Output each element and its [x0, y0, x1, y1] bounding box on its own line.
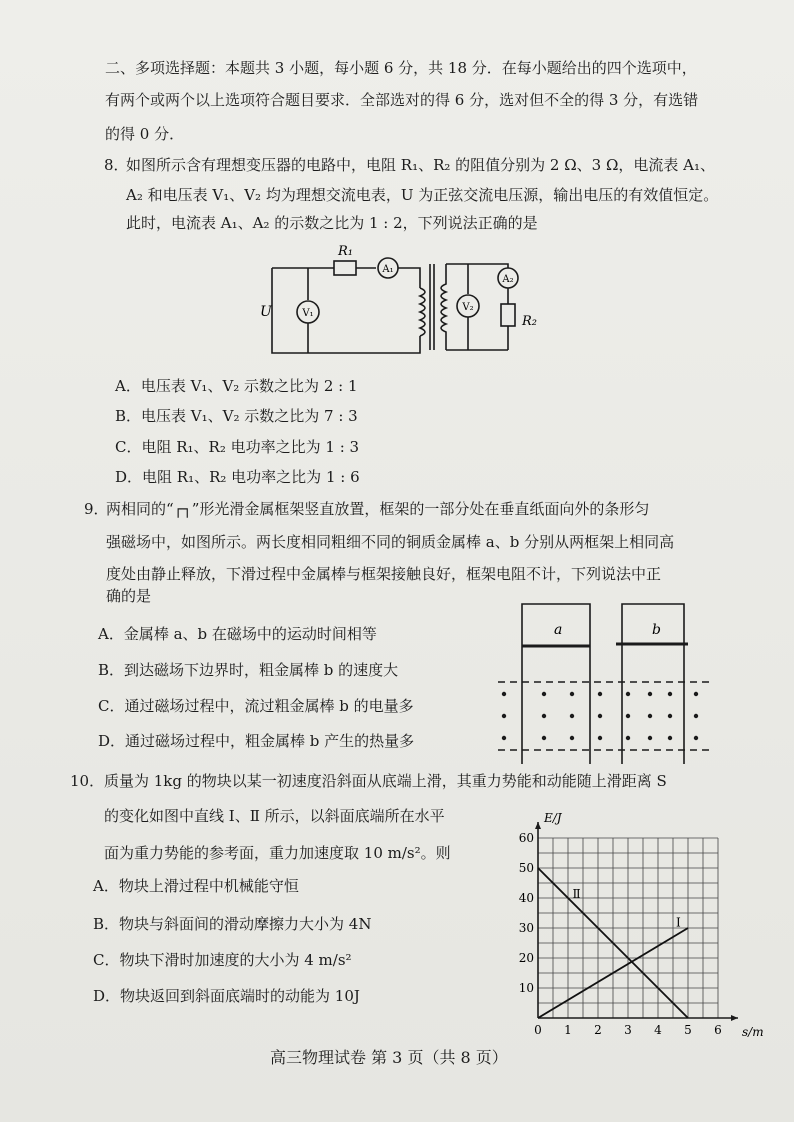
rod-label-a: a: [554, 622, 563, 638]
q9-stem-line1: 两相同的“┌┐”形光滑金属框架竖直放置，框架的一部分处在垂直纸面向外的条形匀: [106, 500, 650, 518]
q8-stem-line3: 此时，电流表 A₁、A₂ 的示数之比为 1 : 2，下列说法正确的是: [126, 214, 538, 232]
q9-stem-line3: 度处由静止释放，下滑过程中金属棒与框架接触良好，框架电阻不计，下列说法中正: [106, 565, 662, 583]
q10-stem-line2: 的变化如图中直线 Ⅰ、Ⅱ 所示，以斜面底端所在水平: [104, 807, 445, 825]
q9-frames-diagram: [492, 598, 720, 768]
q8-circuit-diagram: [260, 238, 560, 363]
section-header-line1: 二、多项选择题：本题共 3 小题，每小题 6 分，共 18 分．在每小题给出的四个选项中，: [105, 59, 697, 77]
q10-option-d: D．物块返回到斜面底端时的动能为 10J: [93, 987, 360, 1005]
q8-option-d: D．电阻 R₁、R₂ 电功率之比为 1 : 6: [115, 468, 360, 486]
q9-stem-line2: 强磁场中，如图所示。两长度相同粗细不同的铜质金属棒 a、b 分别从两框架上相同高: [106, 533, 675, 551]
q9-number: 9．: [84, 500, 109, 518]
x-tick-label: 5: [684, 1023, 692, 1037]
q10-option-c: C．物块下滑时加速度的大小为 4 m/s²: [93, 951, 352, 969]
circuit-label-r1: R₁: [338, 244, 353, 259]
q8-number: 8．: [104, 156, 129, 174]
y-tick-label: 10: [518, 981, 534, 995]
circuit-label-u: U: [260, 304, 272, 320]
magnetic-field-dots: [502, 692, 698, 740]
circuit-label-a1: A₁: [382, 264, 394, 275]
y-tick-label: 50: [518, 861, 534, 875]
chart-y-axis-label: E/J: [544, 811, 562, 825]
q8-stem-line1: 如图所示含有理想变压器的电路中，电阻 R₁、R₂ 的阻值分别为 2 Ω、3 Ω，电流表 A₁、: [126, 156, 716, 174]
q9-option-c: C．通过磁场过程中，流过粗金属棒 b 的电量多: [98, 697, 414, 715]
q9-stem-line4: 确的是: [106, 587, 152, 605]
rod-label-b: b: [652, 622, 661, 638]
x-tick-label: 0: [534, 1023, 542, 1037]
q10-option-a: A．物块上滑过程中机械能守恒: [93, 877, 299, 895]
series-label-1: Ⅱ: [572, 887, 581, 901]
series-label-2: Ⅰ: [676, 915, 681, 930]
chart-axes: [535, 822, 738, 1021]
x-tick-label: 4: [654, 1023, 662, 1037]
y-axis-arrow: [535, 822, 541, 829]
q8-option-c: C．电阻 R₁、R₂ 电功率之比为 1 : 3: [115, 438, 360, 456]
q10-stem-line3: 面为重力势能的参考面，重力加速度取 10 m/s²。则: [104, 844, 451, 862]
chart-x-axis-label: s/m: [742, 1025, 764, 1039]
section-header-line3: 的得 0 分．: [105, 125, 185, 143]
q10-stem-line1: 质量为 1kg 的物块以某一初速度沿斜面从底端上滑，其重力势能和动能随上滑距离 S: [104, 772, 667, 790]
q10-option-b: B．物块与斜面间的滑动摩擦力大小为 4N: [93, 915, 372, 933]
y-tick-label: 30: [518, 921, 534, 935]
chart-ticks: [519, 831, 722, 1037]
y-tick-label: 60: [518, 831, 534, 845]
x-tick-label: 2: [594, 1023, 602, 1037]
circuit-label-a2: A₂: [502, 274, 514, 285]
x-tick-label: 3: [624, 1023, 632, 1037]
circuit-label-v2: V₂: [462, 302, 474, 313]
q9-option-d: D．通过磁场过程中，粗金属棒 b 产生的热量多: [98, 732, 415, 750]
x-axis-arrow: [731, 1015, 738, 1021]
q8-option-b: B．电压表 V₁、V₂ 示数之比为 7 : 3: [115, 407, 358, 425]
x-tick-label: 1: [564, 1023, 572, 1037]
page-footer: 高三物理试卷 第 3 页（共 8 页）: [270, 1048, 508, 1067]
x-tick-label: 6: [714, 1023, 722, 1037]
q9-option-b: B．到达磁场下边界时，粗金属棒 b 的速度大: [98, 661, 399, 679]
y-tick-label: 40: [518, 891, 534, 905]
y-tick-label: 20: [518, 951, 534, 965]
circuit-label-v1: V₁: [302, 308, 314, 319]
section-header-line2: 有两个或两个以上选项符合题目要求．全部选对的得 6 分，选对但不全的得 3 分，有选错: [105, 91, 699, 109]
circuit-label-r2: R₂: [522, 314, 537, 329]
energy-chart: [508, 808, 770, 1040]
q9-option-a: A．金属棒 a、b 在磁场中的运动时间相等: [98, 625, 377, 643]
q8-option-a: A．电压表 V₁、V₂ 示数之比为 2 : 1: [115, 377, 358, 395]
q8-stem-line2: A₂ 和电压表 V₁、V₂ 均为理想交流电表，U 为正弦交流电压源，输出电压的有效值恒定。: [126, 186, 719, 204]
q10-number: 10．: [70, 772, 105, 790]
chart-grid: [538, 838, 718, 1018]
